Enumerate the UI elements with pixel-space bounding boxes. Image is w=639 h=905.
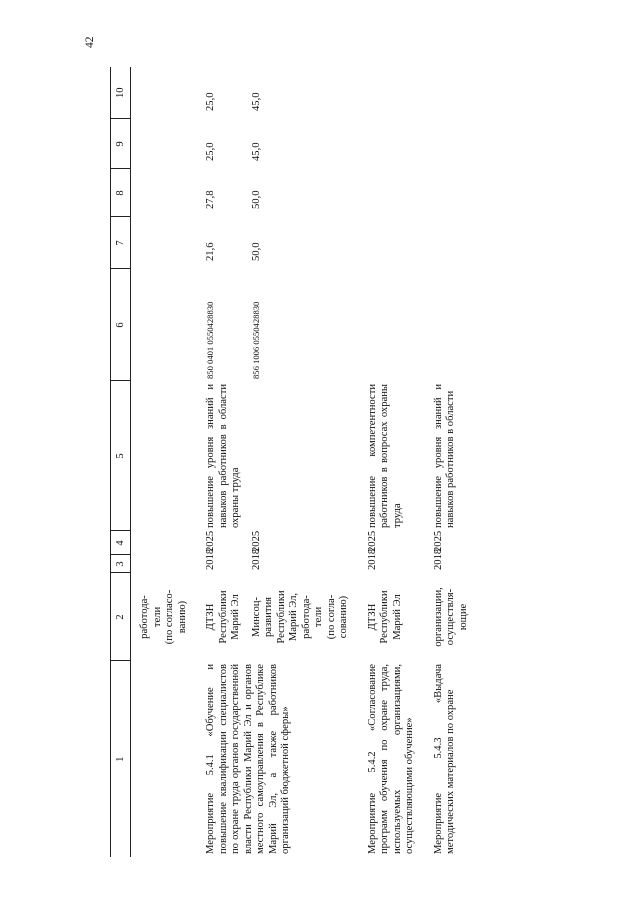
value-cell-9 [359, 119, 425, 169]
activity-cell: Мероприятие 5.4.3 «Выдача методических материалов по охране [432, 664, 456, 854]
column-header-4: 4 [111, 531, 131, 555]
value-cell-8: 27,8 [205, 190, 216, 209]
value-cell-7 [359, 217, 425, 269]
responsible-cell: организации, осуществля- ющие [432, 587, 469, 647]
value-cell-7: 21,6 [205, 242, 216, 261]
start-year-cell: 2018 [366, 548, 378, 570]
activity-cell: Мероприятие 5.4.2 «Согласование программ обучения по охране труда, используемых организациями, осуществляющими обучение» [366, 664, 415, 854]
table-row-activity-5-4-2 [359, 67, 425, 857]
column-header-9: 9 [111, 119, 131, 169]
value-cell-7 [425, 217, 479, 269]
result-cell: повышение компетентности работников в вопросах охраны труда [366, 384, 403, 528]
end-year-cell: 2025 [205, 530, 216, 552]
program-activities-table [110, 67, 478, 857]
result-cell: повышение уровня знаний и навыков работников в области [432, 384, 456, 528]
value-cell-9: 25,0 [205, 142, 216, 161]
column-header-5: 5 [111, 381, 131, 531]
responsible-cell: Минсоц- развития Республики Марий Эл, работода- тели (по согла- сованию) [250, 590, 349, 644]
value-cell-10: 25,0 [205, 92, 216, 111]
budget-code-cell: 856 1006 0550428830 [250, 301, 261, 379]
end-year-cell: 2025 [432, 530, 444, 552]
budget-code-cell [425, 269, 479, 381]
column-header-1: 1 [111, 661, 131, 857]
end-year-cell: 2025 [250, 530, 262, 552]
column-header-7: 7 [111, 217, 131, 269]
page-number: 42 [84, 36, 96, 48]
value-cell-8 [425, 169, 479, 217]
responsible-cell: ДТЗН Республики Марий Эл [366, 590, 403, 644]
budget-code-cell: 850 0401 0550428830 [205, 301, 215, 379]
value-cell-10 [359, 67, 425, 119]
value-cell-10: 45,0 [250, 92, 262, 111]
table-row-activity-5-4-3 [425, 67, 479, 857]
start-year-cell: 2018 [250, 548, 262, 570]
column-header-2: 2 [111, 573, 131, 661]
value-cell-7: 50,0 [250, 242, 262, 261]
value-cell-9: 45,0 [250, 142, 262, 161]
start-year-cell: 2018 [432, 548, 444, 570]
value-cell-9 [425, 119, 479, 169]
column-header-10: 10 [111, 67, 131, 119]
activity-cell: Мероприятие 5.4.1 «Обучение и повышение квалификации специалистов по охране труда органов государственной власти Республики Марий Эл и органов местного самоуправления в Республике Марий Эл, а также работников организаций бюджетной сферы» [205, 664, 291, 854]
value-cell-8 [359, 169, 425, 217]
table-row-activity-5-4-1 [197, 67, 251, 857]
start-year-cell: 2018 [205, 548, 216, 570]
responsible-cell: ДТЗН Республики Марий Эл [205, 590, 241, 644]
end-year-cell: 2025 [366, 530, 378, 552]
table-row-continuation [131, 67, 198, 857]
value-cell-10 [425, 67, 479, 119]
responsible-cell: работода- тели (по согласо- ванию) [139, 589, 188, 645]
column-header-6: 6 [111, 269, 131, 381]
rotated-table-page [110, 67, 580, 857]
column-number-header-row [111, 67, 131, 857]
value-cell-8: 50,0 [250, 190, 262, 209]
budget-code-cell [359, 269, 425, 381]
column-header-3: 3 [111, 555, 131, 573]
result-cell: повышение уровня знаний и навыков работников в области охраны труда [205, 384, 241, 528]
column-header-8: 8 [111, 169, 131, 217]
